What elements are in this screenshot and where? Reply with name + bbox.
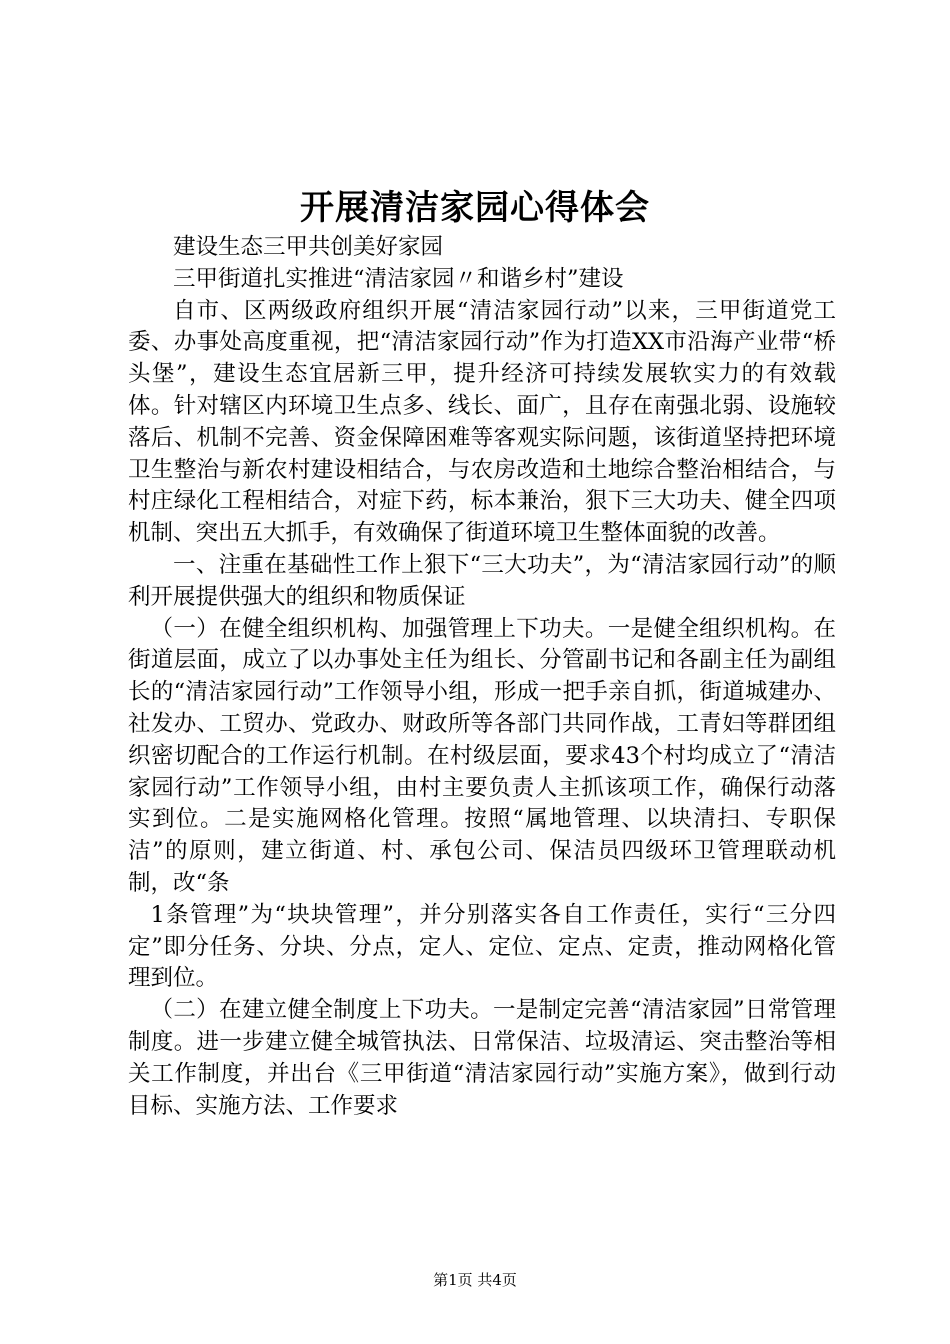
body-paragraph: （一）在健全组织机构、加强管理上下功夫。一是健全组织机构。在街道层面，成立了以办事处主任为组长、分管副书记和各副主任为副组长的“清洁家园行动”工作领导小组，形成一把手亲自抓，街道城建办、社发办、工贸办、党政办、财政所等各部门共同作战，工青妇等群团组织密切配合的工作运行机制。在村级层面，要求43个村均成立了“清洁家园行动”工作领导小组，由村主要负责人主抓该项工作，确保行动落实到位。二是实施网格化管理。按照“属地管理、以块清扫、专职保洁”的原则，建立街道、村、承包公司、保洁员四级环卫管理联动机制，改“条 (128, 615, 836, 896)
document-title: 开展清洁家园心得体会 (300, 188, 650, 228)
document-body (128, 232, 836, 1122)
body-paragraph: （二）在建立健全制度上下功夫。一是制定完善“清洁家园”日常管理制度。进一步建立健全城管执法、日常保洁、垃圾清运、突击整治等相关工作制度，并出台《三甲街道“清洁家园行动”实施方案》，做到行动目标、实施方法、工作要求 (128, 997, 836, 1119)
page-footer: 第1页 共4页 (433, 1271, 517, 1289)
body-paragraph: 1条管理”为“块块管理”，并分别落实各自工作责任，实行“三分四定”即分任务、分块、分点，定人、定位、定点、定责，推动网格化管理到位。 (128, 901, 836, 992)
body-paragraph: 自市、区两级政府组织开展“清洁家园行动”以来，三甲街道党工委、办事处高度重视，把“清洁家园行动”作为打造XX市沿海产业带“桥头堡”，建设生态宜居新三甲，提升经济可持续发展软实力的有效载体。针对辖区内环境卫生点多、线长、面广，且存在南强北弱、设施较落后、机制不完善、资金保障困难等客观实际问题，该街道坚持把环境卫生整治与新农村建设相结合，与农房改造和土地综合整治相结合，与村庄绿化工程相结合，对症下药，标本兼治，狠下三大功夫、健全四项机制、突出五大抓手，有效确保了街道环境卫生整体面貌的改善。 (128, 297, 836, 547)
subtitle-line-1: 建设生态三甲共创美好家园 (173, 234, 444, 260)
subtitle-line-2: 三甲街道扎实推进“清洁家园〃和谐乡村”建设 (173, 265, 624, 292)
section-heading: 一、注重在基础性工作上狠下“三大功夫”，为“清洁家园行动”的顺利开展提供强大的组织和物质保证 (128, 551, 836, 610)
